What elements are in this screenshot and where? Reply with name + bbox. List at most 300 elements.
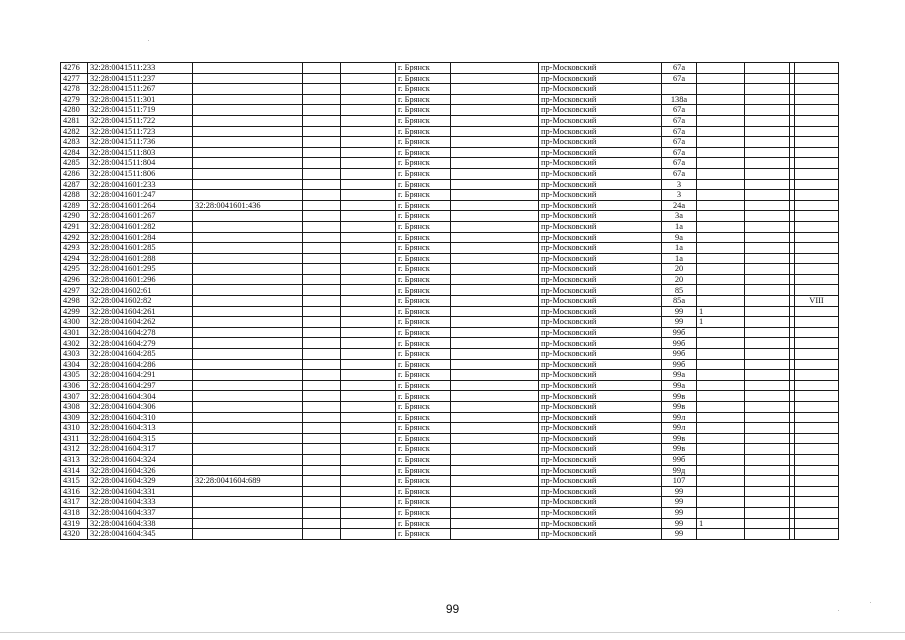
col-4-cell (303, 84, 341, 95)
linked-cadastral-number-cell (193, 327, 303, 338)
row-number-cell: 4317 (61, 497, 88, 508)
note-cell: VIII (795, 296, 839, 307)
building-number-cell (697, 327, 745, 338)
building-number-cell (697, 285, 745, 296)
city-cell: г. Брянск (396, 274, 451, 285)
city-cell: г. Брянск (396, 433, 451, 444)
cadastral-number-cell: 32:28:0041604:285 (88, 349, 193, 360)
col-5-cell (341, 507, 396, 518)
col-5-cell (341, 486, 396, 497)
col-11-cell (745, 158, 790, 169)
col-4-cell (303, 147, 341, 158)
building-number-cell (697, 274, 745, 285)
col-11-cell (745, 529, 790, 540)
col-7-cell (451, 274, 539, 285)
house-number-cell: 67а (662, 63, 697, 74)
linked-cadastral-number-cell (193, 529, 303, 540)
cadastral-number-cell: 32:28:0041604:279 (88, 338, 193, 349)
table-row (61, 147, 839, 158)
house-number-cell: 99 (662, 317, 697, 328)
linked-cadastral-number-cell (193, 232, 303, 243)
col-5-cell (341, 94, 396, 105)
house-number-cell: 99б (662, 338, 697, 349)
scan-edge-line (0, 632, 905, 633)
note-cell (795, 317, 839, 328)
row-number-cell: 4280 (61, 105, 88, 116)
col-7-cell (451, 454, 539, 465)
cadastral-number-cell: 32:28:0041604:315 (88, 433, 193, 444)
row-number-cell: 4298 (61, 296, 88, 307)
street-cell: пр-Московский (539, 507, 662, 518)
linked-cadastral-number-cell (193, 190, 303, 201)
col-5-cell (341, 253, 396, 264)
col-4-cell (303, 73, 341, 84)
col-7-cell (451, 476, 539, 487)
note-cell (795, 105, 839, 116)
house-number-cell: 99 (662, 518, 697, 529)
street-cell: пр-Московский (539, 285, 662, 296)
house-number-cell: 3 (662, 179, 697, 190)
street-cell: пр-Московский (539, 476, 662, 487)
street-cell: пр-Московский (539, 190, 662, 201)
note-cell (795, 232, 839, 243)
cadastral-number-cell: 32:28:0041604:313 (88, 423, 193, 434)
building-number-cell (697, 200, 745, 211)
row-number-cell: 4294 (61, 253, 88, 264)
table-row (61, 168, 839, 179)
note-cell (795, 370, 839, 381)
row-number-cell: 4282 (61, 126, 88, 137)
linked-cadastral-number-cell (193, 465, 303, 476)
cadastral-number-cell: 32:28:0041604:324 (88, 454, 193, 465)
col-4-cell (303, 105, 341, 116)
city-cell: г. Брянск (396, 137, 451, 148)
col-4-cell (303, 285, 341, 296)
col-4-cell (303, 264, 341, 275)
cadastral-number-cell: 32:28:0041601:267 (88, 211, 193, 222)
cadastral-number-cell: 32:28:0041601:264 (88, 200, 193, 211)
scan-speck (148, 40, 149, 41)
note-cell (795, 349, 839, 360)
col-5-cell (341, 211, 396, 222)
linked-cadastral-number-cell (193, 158, 303, 169)
house-number-cell: 99а (662, 370, 697, 381)
table-row (61, 306, 839, 317)
building-number-cell (697, 380, 745, 391)
col-4-cell (303, 327, 341, 338)
scan-speck (838, 610, 839, 611)
house-number-cell: 67а (662, 168, 697, 179)
table-row (61, 126, 839, 137)
col-5-cell (341, 200, 396, 211)
col-5-cell (341, 84, 396, 95)
city-cell: г. Брянск (396, 168, 451, 179)
col-5-cell (341, 105, 396, 116)
col-5-cell (341, 402, 396, 413)
table-row (61, 518, 839, 529)
col-5-cell (341, 115, 396, 126)
house-number-cell: 20 (662, 274, 697, 285)
col-11-cell (745, 349, 790, 360)
cadastral-number-cell: 32:28:0041511:233 (88, 63, 193, 74)
row-number-cell: 4312 (61, 444, 88, 455)
col-5-cell (341, 391, 396, 402)
cadastral-number-cell: 32:28:0041604:306 (88, 402, 193, 413)
col-7-cell (451, 179, 539, 190)
city-cell: г. Брянск (396, 147, 451, 158)
col-7-cell (451, 529, 539, 540)
col-11-cell (745, 380, 790, 391)
row-number-cell: 4303 (61, 349, 88, 360)
city-cell: г. Брянск (396, 232, 451, 243)
cadastral-number-cell: 32:28:0041602:82 (88, 296, 193, 307)
city-cell: г. Брянск (396, 507, 451, 518)
col-7-cell (451, 433, 539, 444)
row-number-cell: 4318 (61, 507, 88, 518)
cadastral-number-cell: 32:28:0041601:295 (88, 264, 193, 275)
cadastral-number-cell: 32:28:0041601:282 (88, 221, 193, 232)
street-cell: пр-Московский (539, 147, 662, 158)
cadastral-number-cell: 32:28:0041511:723 (88, 126, 193, 137)
building-number-cell (697, 137, 745, 148)
col-7-cell (451, 486, 539, 497)
col-5-cell (341, 349, 396, 360)
note-cell (795, 529, 839, 540)
table-row (61, 423, 839, 434)
house-number-cell: 67а (662, 105, 697, 116)
city-cell: г. Брянск (396, 306, 451, 317)
note-cell (795, 476, 839, 487)
col-7-cell (451, 507, 539, 518)
linked-cadastral-number-cell (193, 402, 303, 413)
cadastral-number-cell: 32:28:0041601:288 (88, 253, 193, 264)
house-number-cell: 99 (662, 529, 697, 540)
table-body (61, 63, 839, 540)
linked-cadastral-number-cell (193, 105, 303, 116)
city-cell: г. Брянск (396, 63, 451, 74)
col-4-cell (303, 126, 341, 137)
col-4-cell (303, 370, 341, 381)
col-7-cell (451, 317, 539, 328)
row-number-cell: 4320 (61, 529, 88, 540)
col-4-cell (303, 115, 341, 126)
col-7-cell (451, 306, 539, 317)
building-number-cell (697, 529, 745, 540)
table-row (61, 507, 839, 518)
col-5-cell (341, 338, 396, 349)
table-row (61, 391, 839, 402)
col-4-cell (303, 211, 341, 222)
linked-cadastral-number-cell (193, 126, 303, 137)
house-number-cell: 99в (662, 391, 697, 402)
col-5-cell (341, 423, 396, 434)
note-cell (795, 63, 839, 74)
col-4-cell (303, 349, 341, 360)
cadastral-number-cell: 32:28:0041511:803 (88, 147, 193, 158)
linked-cadastral-number-cell (193, 338, 303, 349)
note-cell (795, 158, 839, 169)
row-number-cell: 4289 (61, 200, 88, 211)
linked-cadastral-number-cell (193, 243, 303, 254)
table-row (61, 454, 839, 465)
row-number-cell: 4284 (61, 147, 88, 158)
building-number-cell (697, 370, 745, 381)
street-cell: пр-Московский (539, 454, 662, 465)
building-number-cell (697, 507, 745, 518)
linked-cadastral-number-cell (193, 317, 303, 328)
col-7-cell (451, 63, 539, 74)
linked-cadastral-number-cell (193, 137, 303, 148)
note-cell (795, 179, 839, 190)
col-11-cell (745, 285, 790, 296)
cadastral-number-cell: 32:28:0041604:329 (88, 476, 193, 487)
col-4-cell (303, 465, 341, 476)
col-11-cell (745, 486, 790, 497)
house-number-cell: 99л (662, 423, 697, 434)
col-7-cell (451, 190, 539, 201)
row-number-cell: 4296 (61, 274, 88, 285)
row-number-cell: 4305 (61, 370, 88, 381)
table-row (61, 338, 839, 349)
col-7-cell (451, 359, 539, 370)
street-cell: пр-Московский (539, 137, 662, 148)
note-cell (795, 190, 839, 201)
col-7-cell (451, 465, 539, 476)
col-5-cell (341, 285, 396, 296)
building-number-cell (697, 126, 745, 137)
col-11-cell (745, 94, 790, 105)
table-row (61, 327, 839, 338)
building-number-cell (697, 433, 745, 444)
col-5-cell (341, 476, 396, 487)
city-cell: г. Брянск (396, 518, 451, 529)
col-5-cell (341, 317, 396, 328)
col-5-cell (341, 327, 396, 338)
col-4-cell (303, 306, 341, 317)
table-row (61, 402, 839, 413)
linked-cadastral-number-cell (193, 306, 303, 317)
row-number-cell: 4313 (61, 454, 88, 465)
note-cell (795, 94, 839, 105)
house-number-cell: 99 (662, 306, 697, 317)
col-11-cell (745, 391, 790, 402)
street-cell: пр-Московский (539, 423, 662, 434)
page-number: 99 (445, 602, 460, 616)
house-number-cell: 99в (662, 433, 697, 444)
row-number-cell: 4297 (61, 285, 88, 296)
building-number-cell: 1 (697, 518, 745, 529)
city-cell: г. Брянск (396, 423, 451, 434)
table-row (61, 486, 839, 497)
col-4-cell (303, 190, 341, 201)
street-cell: пр-Московский (539, 232, 662, 243)
linked-cadastral-number-cell (193, 486, 303, 497)
linked-cadastral-number-cell (193, 454, 303, 465)
city-cell: г. Брянск (396, 317, 451, 328)
linked-cadastral-number-cell (193, 179, 303, 190)
col-5-cell (341, 306, 396, 317)
col-4-cell (303, 380, 341, 391)
col-11-cell (745, 137, 790, 148)
col-5-cell (341, 380, 396, 391)
col-7-cell (451, 391, 539, 402)
table-row (61, 296, 839, 307)
house-number-cell: 67а (662, 147, 697, 158)
city-cell: г. Брянск (396, 391, 451, 402)
col-7-cell (451, 264, 539, 275)
building-number-cell (697, 105, 745, 116)
col-7-cell (451, 147, 539, 158)
col-5-cell (341, 179, 396, 190)
note-cell (795, 264, 839, 275)
table-row (61, 158, 839, 169)
col-4-cell (303, 507, 341, 518)
building-number-cell (697, 63, 745, 74)
col-7-cell (451, 338, 539, 349)
col-11-cell (745, 211, 790, 222)
table-row (61, 285, 839, 296)
house-number-cell: 3 (662, 190, 697, 201)
street-cell: пр-Московский (539, 465, 662, 476)
linked-cadastral-number-cell: 32:28:0041601:436 (193, 200, 303, 211)
cadastral-number-cell: 32:28:0041601:284 (88, 232, 193, 243)
col-5-cell (341, 433, 396, 444)
col-11-cell (745, 338, 790, 349)
linked-cadastral-number-cell (193, 497, 303, 508)
street-cell: пр-Московский (539, 253, 662, 264)
house-number-cell: 3а (662, 211, 697, 222)
note-cell (795, 433, 839, 444)
house-number-cell: 99б (662, 349, 697, 360)
linked-cadastral-number-cell (193, 115, 303, 126)
col-11-cell (745, 147, 790, 158)
house-number-cell: 99 (662, 486, 697, 497)
house-number-cell: 1а (662, 243, 697, 254)
cadastral-number-cell: 32:28:0041604:331 (88, 486, 193, 497)
col-7-cell (451, 221, 539, 232)
row-number-cell: 4299 (61, 306, 88, 317)
street-cell: пр-Московский (539, 126, 662, 137)
col-5-cell (341, 221, 396, 232)
row-number-cell: 4307 (61, 391, 88, 402)
house-number-cell: 99в (662, 444, 697, 455)
note-cell (795, 253, 839, 264)
street-cell: пр-Московский (539, 433, 662, 444)
col-7-cell (451, 327, 539, 338)
note-cell (795, 412, 839, 423)
city-cell: г. Брянск (396, 412, 451, 423)
linked-cadastral-number-cell (193, 370, 303, 381)
table-row (61, 274, 839, 285)
building-number-cell (697, 444, 745, 455)
cadastral-table (60, 62, 839, 540)
note-cell (795, 211, 839, 222)
linked-cadastral-number-cell (193, 94, 303, 105)
street-cell: пр-Московский (539, 84, 662, 95)
col-4-cell (303, 179, 341, 190)
table-row (61, 232, 839, 243)
building-number-cell (697, 158, 745, 169)
table-row (61, 380, 839, 391)
col-5-cell (341, 73, 396, 84)
col-11-cell (745, 243, 790, 254)
col-7-cell (451, 115, 539, 126)
city-cell: г. Брянск (396, 476, 451, 487)
street-cell: пр-Московский (539, 274, 662, 285)
scan-speck (870, 602, 871, 603)
note-cell (795, 518, 839, 529)
street-cell: пр-Московский (539, 211, 662, 222)
col-11-cell (745, 402, 790, 413)
table-row (61, 105, 839, 116)
col-11-cell (745, 105, 790, 116)
note-cell (795, 84, 839, 95)
col-5-cell (341, 63, 396, 74)
col-11-cell (745, 179, 790, 190)
building-number-cell (697, 486, 745, 497)
linked-cadastral-number-cell (193, 518, 303, 529)
row-number-cell: 4279 (61, 94, 88, 105)
building-number-cell (697, 412, 745, 423)
col-11-cell (745, 168, 790, 179)
cadastral-number-cell: 32:28:0041604:326 (88, 465, 193, 476)
col-4-cell (303, 94, 341, 105)
street-cell: пр-Московский (539, 518, 662, 529)
col-7-cell (451, 518, 539, 529)
col-4-cell (303, 497, 341, 508)
col-4-cell (303, 529, 341, 540)
col-5-cell (341, 497, 396, 508)
row-number-cell: 4278 (61, 84, 88, 95)
city-cell: г. Брянск (396, 211, 451, 222)
building-number-cell (697, 84, 745, 95)
col-11-cell (745, 73, 790, 84)
building-number-cell (697, 221, 745, 232)
linked-cadastral-number-cell (193, 444, 303, 455)
col-11-cell (745, 412, 790, 423)
cadastral-number-cell: 32:28:0041511:804 (88, 158, 193, 169)
city-cell: г. Брянск (396, 349, 451, 360)
city-cell: г. Брянск (396, 444, 451, 455)
note-cell (795, 115, 839, 126)
house-number-cell: 99в (662, 402, 697, 413)
cadastral-number-cell: 32:28:0041601:233 (88, 179, 193, 190)
city-cell: г. Брянск (396, 529, 451, 540)
street-cell: пр-Московский (539, 200, 662, 211)
col-11-cell (745, 359, 790, 370)
table-row (61, 529, 839, 540)
building-number-cell (697, 168, 745, 179)
building-number-cell (697, 349, 745, 360)
row-number-cell: 4311 (61, 433, 88, 444)
col-5-cell (341, 370, 396, 381)
note-cell (795, 147, 839, 158)
linked-cadastral-number-cell (193, 296, 303, 307)
house-number-cell: 99б (662, 327, 697, 338)
note-cell (795, 306, 839, 317)
house-number-cell: 20 (662, 264, 697, 275)
table-row (61, 497, 839, 508)
note-cell (795, 423, 839, 434)
house-number-cell: 99а (662, 380, 697, 391)
col-4-cell (303, 338, 341, 349)
col-7-cell (451, 105, 539, 116)
col-4-cell (303, 444, 341, 455)
col-5-cell (341, 274, 396, 285)
col-5-cell (341, 126, 396, 137)
col-7-cell (451, 296, 539, 307)
col-11-cell (745, 465, 790, 476)
